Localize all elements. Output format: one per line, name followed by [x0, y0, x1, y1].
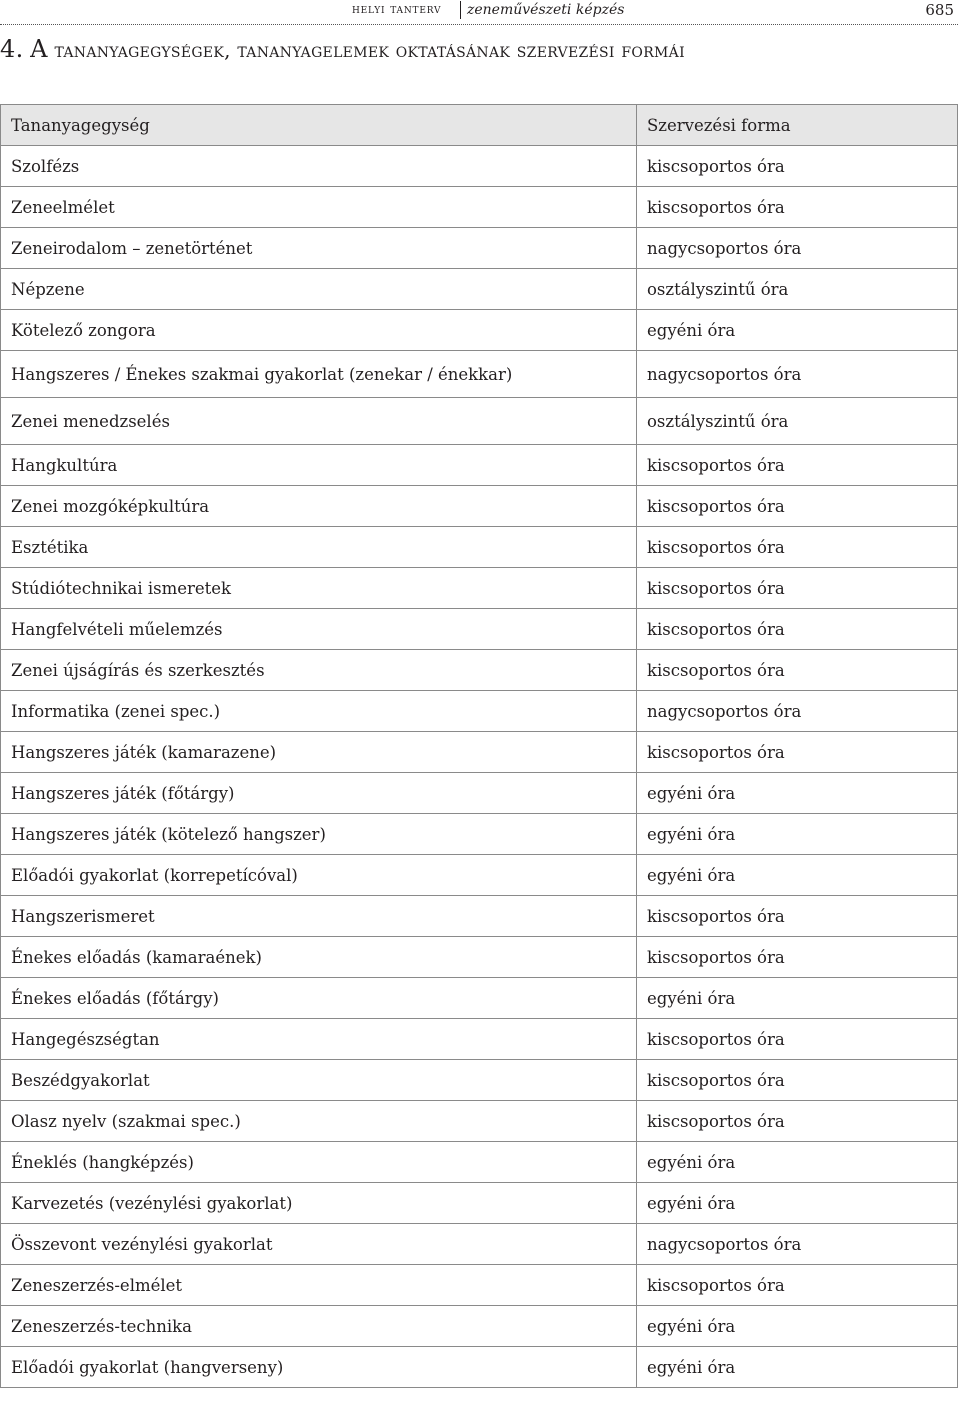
table-row: [0, 527, 958, 568]
cell-form: egyéni óra: [637, 978, 958, 1018]
cell-unit: Hangkultúra: [0, 445, 637, 485]
table-row: [0, 1142, 958, 1183]
table-row: [0, 978, 958, 1019]
table-row: [0, 1347, 958, 1388]
cell-form: kiscsoportos óra: [637, 609, 958, 649]
column-header-unit: Tananyagegység: [0, 105, 637, 145]
cell-form: kiscsoportos óra: [637, 445, 958, 485]
cell-unit: Hangszeres játék (főtárgy): [0, 773, 637, 813]
cell-unit: Hangszeres játék (kötelező hangszer): [0, 814, 637, 854]
cell-form: egyéni óra: [637, 1306, 958, 1346]
cell-form: kiscsoportos óra: [637, 568, 958, 608]
cell-unit: Hangszeres játék (kamarazene): [0, 732, 637, 772]
table-row: [0, 1224, 958, 1265]
cell-unit: Énekes előadás (főtárgy): [0, 978, 637, 1018]
cell-form: nagycsoportos óra: [637, 691, 958, 731]
table-body: [0, 146, 958, 1388]
table-row: [0, 773, 958, 814]
table-row: [0, 1183, 958, 1224]
cell-form: egyéni óra: [637, 855, 958, 895]
cell-unit: Hangszerismeret: [0, 896, 637, 936]
section-title: tananyagegységek, tananyagelemek oktatásának szervezési formái: [54, 38, 685, 62]
table-row: [0, 855, 958, 896]
table-row: [0, 609, 958, 650]
cell-unit: Esztétika: [0, 527, 637, 567]
page-number: 685: [925, 1, 954, 19]
organization-forms-table: [0, 104, 958, 1388]
table-row: [0, 486, 958, 527]
cell-unit: Olasz nyelv (szakmai spec.): [0, 1101, 637, 1141]
cell-form: kiscsoportos óra: [637, 1019, 958, 1059]
cell-unit: Zeneelmélet: [0, 187, 637, 227]
table-row: [0, 351, 958, 398]
cell-unit: Informatika (zenei spec.): [0, 691, 637, 731]
cell-form: egyéni óra: [637, 1347, 958, 1387]
cell-form: kiscsoportos óra: [637, 527, 958, 567]
running-head-subject: zeneművészeti képzés: [467, 2, 625, 18]
table-row: [0, 732, 958, 773]
cell-form: kiscsoportos óra: [637, 187, 958, 227]
column-header-form: Szervezési forma: [637, 105, 958, 145]
cell-form: kiscsoportos óra: [637, 732, 958, 772]
section-title-initial: A: [30, 35, 48, 63]
cell-form: kiscsoportos óra: [637, 937, 958, 977]
table-header-row: [0, 105, 958, 146]
cell-unit: Kötelező zongora: [0, 310, 637, 350]
cell-form: kiscsoportos óra: [637, 1060, 958, 1100]
table-row: [0, 445, 958, 486]
cell-form: kiscsoportos óra: [637, 1265, 958, 1305]
cell-form: osztályszintű óra: [637, 269, 958, 309]
cell-unit: Zeneszerzés-technika: [0, 1306, 637, 1346]
table-row: [0, 814, 958, 855]
cell-unit: Szolfézs: [0, 146, 637, 186]
cell-unit: Énekes előadás (kamaraének): [0, 937, 637, 977]
cell-unit: Hangegészségtan: [0, 1019, 637, 1059]
table-row: [0, 269, 958, 310]
table-row: [0, 187, 958, 228]
cell-form: nagycsoportos óra: [637, 351, 958, 397]
section-number: 4.: [0, 35, 24, 63]
cell-form: kiscsoportos óra: [637, 1101, 958, 1141]
cell-unit: Népzene: [0, 269, 637, 309]
cell-form: osztályszintű óra: [637, 398, 958, 444]
table-row: [0, 1101, 958, 1142]
cell-unit: Zeneszerzés-elmélet: [0, 1265, 637, 1305]
cell-unit: Hangfelvételi műelemzés: [0, 609, 637, 649]
cell-unit: Karvezetés (vezénylési gyakorlat): [0, 1183, 637, 1223]
table-row: [0, 310, 958, 351]
cell-form: egyéni óra: [637, 814, 958, 854]
cell-form: egyéni óra: [637, 773, 958, 813]
cell-form: nagycsoportos óra: [637, 228, 958, 268]
cell-unit: Zenei menedzselés: [0, 398, 637, 444]
cell-unit: Hangszeres / Énekes szakmai gyakorlat (zenekar / énekkar): [0, 351, 637, 397]
running-head-series: helyi tanterv: [352, 2, 442, 17]
cell-unit: Összevont vezénylési gyakorlat: [0, 1224, 637, 1264]
running-head: [0, 0, 958, 25]
cell-form: kiscsoportos óra: [637, 486, 958, 526]
cell-unit: Előadói gyakorlat (korrepetícóval): [0, 855, 637, 895]
table-row: [0, 398, 958, 445]
cell-unit: Zenei mozgóképkultúra: [0, 486, 637, 526]
cell-form: kiscsoportos óra: [637, 896, 958, 936]
cell-unit: Stúdiótechnikai ismeretek: [0, 568, 637, 608]
table-row: [0, 691, 958, 732]
table-row: [0, 1060, 958, 1101]
table-row: [0, 1019, 958, 1060]
cell-form: egyéni óra: [637, 310, 958, 350]
running-head-separator: [460, 1, 461, 19]
cell-form: kiscsoportos óra: [637, 146, 958, 186]
cell-unit: Zeneirodalom – zenetörténet: [0, 228, 637, 268]
cell-form: kiscsoportos óra: [637, 650, 958, 690]
cell-form: egyéni óra: [637, 1142, 958, 1182]
cell-form: egyéni óra: [637, 1183, 958, 1223]
table-row: [0, 1265, 958, 1306]
table-row: [0, 896, 958, 937]
table-row: [0, 650, 958, 691]
cell-unit: Éneklés (hangképzés): [0, 1142, 637, 1182]
cell-unit: Zenei újságírás és szerkesztés: [0, 650, 637, 690]
section-heading: [0, 34, 958, 65]
table-row: [0, 568, 958, 609]
cell-form: nagycsoportos óra: [637, 1224, 958, 1264]
table-row: [0, 146, 958, 187]
table-row: [0, 228, 958, 269]
table-row: [0, 937, 958, 978]
cell-unit: Beszédgyakorlat: [0, 1060, 637, 1100]
table-row: [0, 1306, 958, 1347]
cell-unit: Előadói gyakorlat (hangverseny): [0, 1347, 637, 1387]
